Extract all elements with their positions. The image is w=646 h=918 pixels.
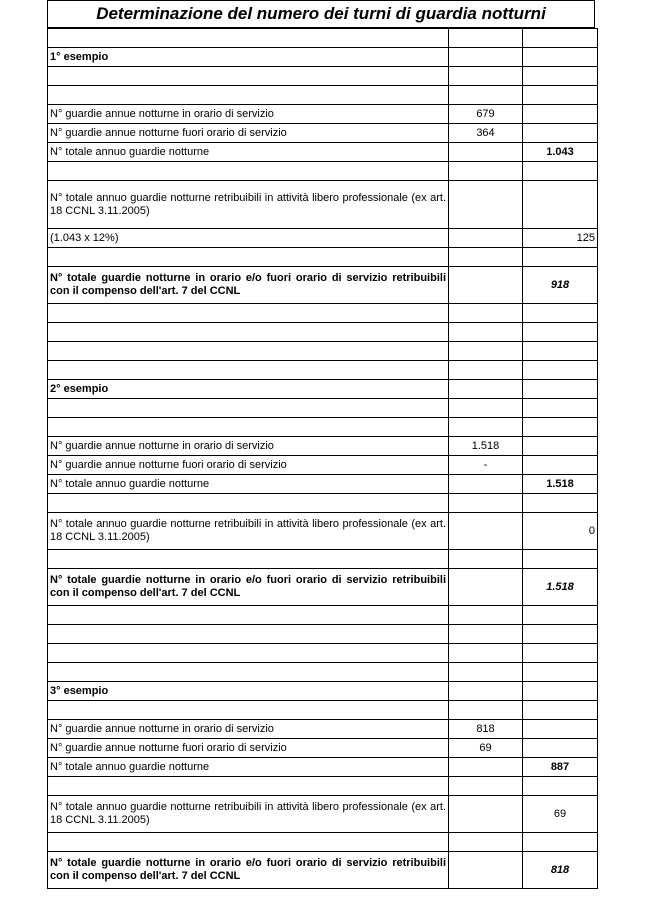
table-row [48, 475, 598, 494]
table-row [48, 162, 598, 181]
calculation-label: (1.043 x 12%) [48, 229, 449, 248]
in-orario-label: N° guardie annue notturne in orario di servizio [48, 105, 449, 124]
table-row [48, 181, 598, 229]
libera-professione-value: 69 [523, 796, 598, 833]
calculation-value: 125 [523, 229, 598, 248]
libera-professione-label: N° totale annuo guardie notturne retribuibili in attività libero professionale (ex art. 18 CCNL 3.11.2005) [48, 513, 449, 550]
table-row [48, 720, 598, 739]
libera-professione-label: N° totale annuo guardie notturne retribuibili in attività libero professionale (ex art. 18 CCNL 3.11.2005) [48, 181, 449, 229]
sheet-title: Determinazione del numero dei turni di guardia notturni [47, 0, 595, 28]
libera-professione-value: 0 [523, 513, 598, 550]
totale-value: 887 [523, 758, 598, 777]
retribuibili-value: 818 [523, 852, 598, 889]
table-row [48, 67, 598, 86]
table-row [48, 682, 598, 701]
table-row [48, 796, 598, 833]
table-row [48, 494, 598, 513]
table-row [48, 625, 598, 644]
spreadsheet [47, 0, 595, 889]
fuori-orario-value: 69 [449, 739, 523, 758]
in-orario-value: 818 [449, 720, 523, 739]
example-1-heading: 1° esempio [48, 48, 449, 67]
table-row [48, 739, 598, 758]
retribuibili-label: N° totale guardie notturne in orario e/o fuori orario di servizio retribuibili con il compenso dell'art. 7 del CCNL [48, 569, 449, 606]
totale-value: 1.518 [523, 475, 598, 494]
table-row [48, 569, 598, 606]
table-row [48, 550, 598, 569]
totale-value: 1.043 [523, 143, 598, 162]
table-row [48, 606, 598, 625]
table-row [48, 248, 598, 267]
table-row [48, 48, 598, 67]
fuori-orario-label: N° guardie annue notturne fuori orario di servizio [48, 739, 449, 758]
table-row [48, 304, 598, 323]
table-row [48, 124, 598, 143]
table-row [48, 380, 598, 399]
table-row [48, 777, 598, 796]
retribuibili-value: 1.518 [523, 569, 598, 606]
fuori-orario-label: N° guardie annue notturne fuori orario di servizio [48, 124, 449, 143]
table-row [48, 29, 598, 48]
totale-label: N° totale annuo guardie notturne [48, 758, 449, 777]
table-row [48, 437, 598, 456]
table-row [48, 143, 598, 162]
table-row [48, 361, 598, 380]
fuori-orario-label: N° guardie annue notturne fuori orario di servizio [48, 456, 449, 475]
libera-professione-label: N° totale annuo guardie notturne retribuibili in attività libero professionale (ex art. 18 CCNL 3.11.2005) [48, 796, 449, 833]
table-row [48, 342, 598, 361]
table-row [48, 323, 598, 342]
table-row [48, 105, 598, 124]
in-orario-value: 1.518 [449, 437, 523, 456]
in-orario-label: N° guardie annue notturne in orario di servizio [48, 720, 449, 739]
libera-professione-value [523, 181, 598, 229]
retribuibili-label: N° totale guardie notturne in orario e/o fuori orario di servizio retribuibili con il compenso dell'art. 7 del CCNL [48, 267, 449, 304]
fuori-orario-value: - [449, 456, 523, 475]
in-orario-value: 679 [449, 105, 523, 124]
table-row [48, 852, 598, 889]
example-2-heading: 2° esempio [48, 380, 449, 399]
totale-label: N° totale annuo guardie notturne [48, 475, 449, 494]
table-row [48, 229, 598, 248]
retribuibili-label: N° totale guardie notturne in orario e/o fuori orario di servizio retribuibili con il compenso dell'art. 7 del CCNL [48, 852, 449, 889]
table-row [48, 758, 598, 777]
in-orario-label: N° guardie annue notturne in orario di servizio [48, 437, 449, 456]
fuori-orario-value: 364 [449, 124, 523, 143]
retribuibili-value: 918 [523, 267, 598, 304]
table-row [48, 267, 598, 304]
table-row [48, 399, 598, 418]
table-row [48, 644, 598, 663]
table-row [48, 663, 598, 682]
guard-shifts-table [47, 28, 598, 889]
totale-label: N° totale annuo guardie notturne [48, 143, 449, 162]
table-row [48, 513, 598, 550]
example-3-heading: 3° esempio [48, 682, 449, 701]
table-row [48, 86, 598, 105]
table-row [48, 701, 598, 720]
table-row [48, 833, 598, 852]
table-row [48, 418, 598, 437]
table-row [48, 456, 598, 475]
